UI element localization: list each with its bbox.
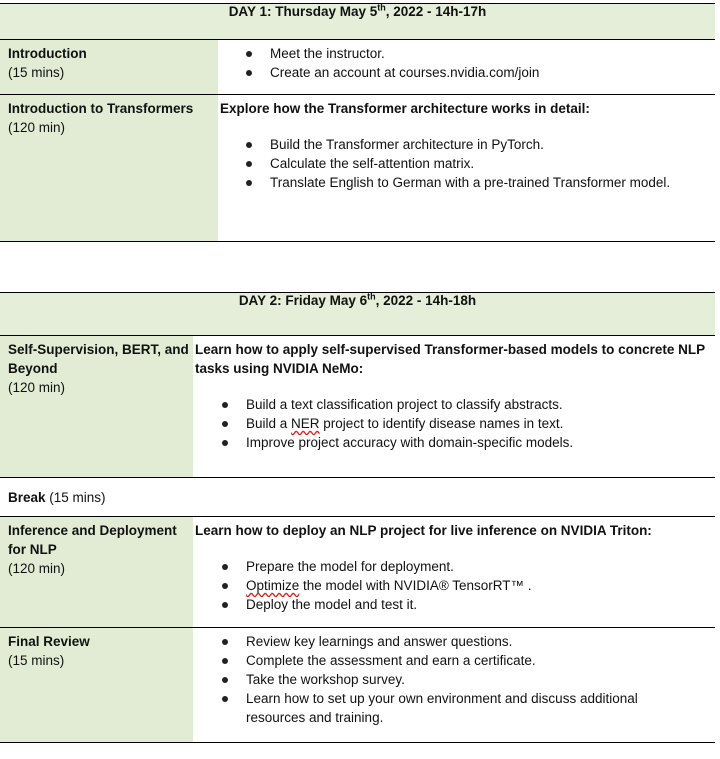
- agenda-row-introduction: [0, 40, 715, 95]
- list-item-text: Build the Transformer architecture in PyTorch.: [270, 137, 544, 152]
- session-content: [193, 517, 715, 628]
- list-item-text: Deploy the model and test it.: [246, 597, 418, 612]
- list-item-text: Calculate the self-attention matrix.: [270, 156, 475, 171]
- list-item-text: the model with NVIDIA® TensorRT™ .: [299, 578, 532, 593]
- break-duration: (15 mins): [45, 490, 106, 505]
- session-info: [0, 95, 218, 242]
- list-item-text: Prepare the model for deployment.: [246, 559, 454, 574]
- list-item: [246, 576, 715, 595]
- day2-header-sup: th: [367, 291, 376, 302]
- list-item-text-continued: resources and training.: [246, 710, 384, 725]
- session-description: Learn how to deploy an NLP project for live inference on NVIDIA Triton:: [195, 523, 652, 538]
- spellcheck-word: Optimize: [246, 578, 300, 593]
- agenda-row-transformers: [0, 95, 715, 242]
- day2-agenda-table: [0, 292, 715, 743]
- day1-header: [0, 4, 715, 40]
- break-text: [8, 488, 106, 507]
- list-item-text: Build a: [246, 416, 292, 431]
- bullet-icon: [222, 677, 228, 683]
- list-item-text: project to identify disease names in text.: [319, 416, 564, 431]
- bullet-icon: [222, 440, 228, 446]
- day1-header-prefix: DAY 1: Thursday May 5: [228, 4, 378, 19]
- list-item: [246, 557, 715, 576]
- bullet-icon: [222, 602, 228, 608]
- spellcheck-word: NER: [291, 416, 320, 431]
- day2-header-prefix: DAY 2: Friday May 6: [238, 293, 368, 308]
- bullet-icon: [222, 421, 228, 427]
- list-item: [246, 670, 715, 689]
- bullet-icon: [246, 161, 252, 167]
- list-item-text: Take the workshop survey.: [246, 672, 405, 687]
- list-item: [270, 63, 715, 82]
- session-info: [0, 40, 218, 95]
- session-duration: (120 min): [8, 380, 66, 395]
- list-item: [270, 44, 715, 63]
- break-cell: [0, 478, 715, 517]
- bullet-list: [193, 632, 715, 727]
- session-description: Explore how the Transformer architecture works in detail:: [220, 101, 590, 116]
- bullet-icon: [222, 639, 228, 645]
- list-item: [246, 689, 715, 727]
- bullet-icon: [246, 70, 252, 76]
- list-item: [246, 632, 715, 651]
- list-item: [270, 173, 715, 192]
- bullet-list: [218, 135, 715, 192]
- bullet-icon: [246, 142, 252, 148]
- list-item: [270, 154, 715, 173]
- bullet-list: [193, 557, 715, 614]
- session-title: Introduction to Transformers: [8, 101, 194, 116]
- session-info: [0, 336, 193, 478]
- list-item-text: Review key learnings and answer questions.: [246, 634, 513, 649]
- session-content: [193, 628, 715, 743]
- bullet-icon: [222, 658, 228, 664]
- list-item: [246, 595, 715, 614]
- bullet-icon: [222, 583, 228, 589]
- list-item: [246, 414, 715, 433]
- list-item: [246, 395, 715, 414]
- list-item-text: Build a text classification project to classify abstracts.: [246, 397, 563, 412]
- day1-agenda-table: [0, 3, 715, 242]
- bullet-icon: [222, 696, 228, 702]
- bullet-icon: [222, 402, 228, 408]
- session-duration: (15 mins): [8, 65, 65, 80]
- agenda-row-final-review: [0, 628, 715, 743]
- session-info: [0, 517, 193, 628]
- bullet-list: [218, 44, 715, 82]
- day2-header-suffix: , 2022 - 14h-18h: [375, 293, 477, 308]
- session-title-line1: Self-Supervision, BERT, and: [8, 342, 189, 357]
- bullet-icon: [222, 564, 228, 570]
- day2-header: [0, 293, 715, 336]
- session-title-line1: Inference and Deployment: [8, 523, 177, 538]
- session-content: [193, 336, 715, 478]
- session-content: [218, 40, 715, 95]
- break-row: [0, 478, 715, 517]
- list-item-text: Create an account at courses.nvidia.com/join: [270, 65, 540, 80]
- session-content: [218, 95, 715, 242]
- session-duration: (15 mins): [8, 653, 65, 668]
- agenda-row-inference: [0, 517, 715, 628]
- session-duration: (120 min): [8, 120, 66, 135]
- list-item-text: Translate English to German with a pre-trained Transformer model.: [270, 175, 671, 190]
- session-title-line2: for NLP: [8, 542, 57, 557]
- day2-header-row: [0, 293, 715, 336]
- break-label: Break: [8, 490, 46, 505]
- day1-header-sup: th: [377, 2, 386, 13]
- list-item: [246, 651, 715, 670]
- session-title: Final Review: [8, 634, 90, 649]
- list-item-text: Learn how to set up your own environment and discuss additional: [246, 691, 638, 706]
- session-info: [0, 628, 193, 743]
- list-item-text: Complete the assessment and earn a certificate.: [246, 653, 536, 668]
- bullet-icon: [246, 51, 252, 57]
- list-item-text: Improve project accuracy with domain-specific models.: [246, 435, 574, 450]
- list-item: [270, 135, 715, 154]
- bullet-icon: [246, 180, 252, 186]
- list-item: [246, 433, 715, 452]
- session-title-line2: Beyond: [8, 361, 58, 376]
- bullet-list: [193, 395, 715, 452]
- session-title: Introduction: [8, 46, 87, 61]
- day1-header-suffix: , 2022 - 14h-17h: [385, 4, 487, 19]
- session-duration: (120 min): [8, 561, 66, 576]
- session-description-line2: tasks using NVIDIA NeMo:: [195, 361, 364, 376]
- day1-header-row: [0, 4, 715, 40]
- session-description-line1: Learn how to apply self-supervised Transformer-based models to concrete NLP: [195, 342, 706, 357]
- agenda-row-self-supervision: [0, 336, 715, 478]
- list-item-text: Meet the instructor.: [270, 46, 385, 61]
